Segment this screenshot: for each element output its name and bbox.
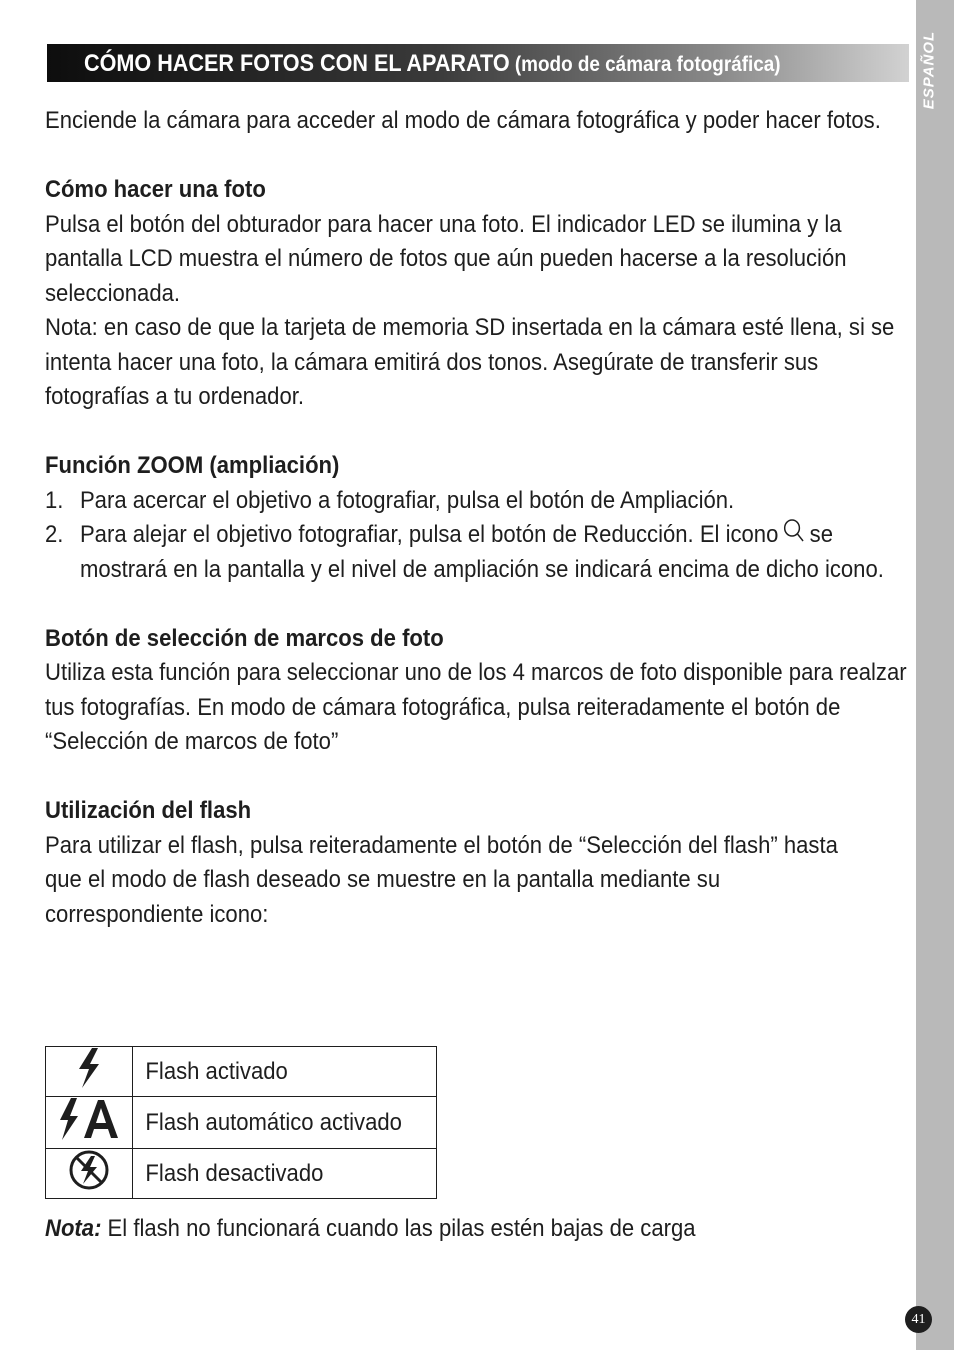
flash-icon-cell (46, 1097, 133, 1149)
list-item (45, 518, 910, 587)
page-title (84, 50, 781, 78)
table-row (46, 1149, 437, 1199)
page-title-sub: (modo de cámara fotográfica) (509, 53, 781, 76)
sd-card-note-paragraph: Nota: en caso de que la tarjeta de memoria SD insertada en la cámara esté llena, si se intenta hacer una foto, la cámara emitirá dos tonos. Asegúrate de transferir sus fotografías a tu ordenador. (45, 314, 895, 410)
flash-mode-label: Flash activado (133, 1047, 413, 1097)
list-text-continued: se mostrará en la pantalla y el nivel de ampliación se indicará encima de dicho icono. (79, 521, 884, 583)
main-content (45, 104, 907, 932)
page-number: 41 (905, 1306, 932, 1333)
take-photo-paragraph: Pulsa el botón del obturador para hacer una foto. El indicador LED se ilumina y la pantalla LCD muestra el número de fotos que aún pueden hacerse a la resolución seleccionada. (45, 210, 847, 307)
side-language-strip (916, 0, 954, 1350)
flash-mode-label: Flash automático activado (133, 1097, 413, 1149)
flash-icon-cell (46, 1047, 133, 1097)
intro-paragraph: Enciende la cámara para acceder al modo de cámara fotográfica y poder hacer fotos. (45, 107, 881, 134)
list-text: Para acercar el objetivo a fotografiar, pulsa el botón de Ampliación. (79, 486, 735, 514)
table-row (46, 1047, 437, 1097)
language-label: ESPAÑOL (920, 30, 938, 110)
flash-modes-table (45, 1046, 437, 1199)
list-text: Para alejar el objetivo fotografiar, pulsa el botón de Reducción. El icono (79, 521, 779, 548)
flash-battery-note (45, 1212, 696, 1246)
page-title-main: CÓMO HACER FOTOS CON EL APARATO (84, 50, 510, 77)
list-number: 2. (45, 521, 64, 548)
flash-off-icon (68, 1149, 110, 1191)
list-number: 1. (45, 486, 64, 514)
table-row (46, 1097, 437, 1149)
flash-on-icon (72, 1047, 106, 1089)
note-label: Nota: (45, 1215, 102, 1242)
flash-auto-icon (57, 1097, 121, 1141)
zoom-steps-list (45, 484, 910, 588)
section-heading-take-photo: Cómo hacer una foto (45, 176, 266, 203)
flash-icon-cell (46, 1149, 133, 1199)
section-heading-flash: Utilización del flash (45, 797, 252, 824)
frames-paragraph: Utiliza esta función para seleccionar uno de los 4 marcos de foto disponible para realzar tus fotografías. En modo de cámara fotográfica, pulsa reiteradamente el botón de “Selección de marcos de foto” (45, 659, 907, 755)
section-heading-frames: Botón de selección de marcos de foto (45, 624, 444, 652)
flash-paragraph: Para utilizar el flash, pulsa reiteradamente el botón de “Selección del flash” hasta que el modo de flash deseado se muestre en la pantalla mediante su correspondiente icono: (45, 831, 838, 928)
section-heading-zoom: Función ZOOM (ampliación) (45, 452, 340, 479)
zoom-out-magnifier-icon (782, 518, 806, 544)
flash-mode-label: Flash desactivado (133, 1149, 413, 1199)
list-item (45, 484, 910, 519)
note-text: El flash no funcionará cuando las pilas estén bajas de carga (101, 1215, 696, 1242)
